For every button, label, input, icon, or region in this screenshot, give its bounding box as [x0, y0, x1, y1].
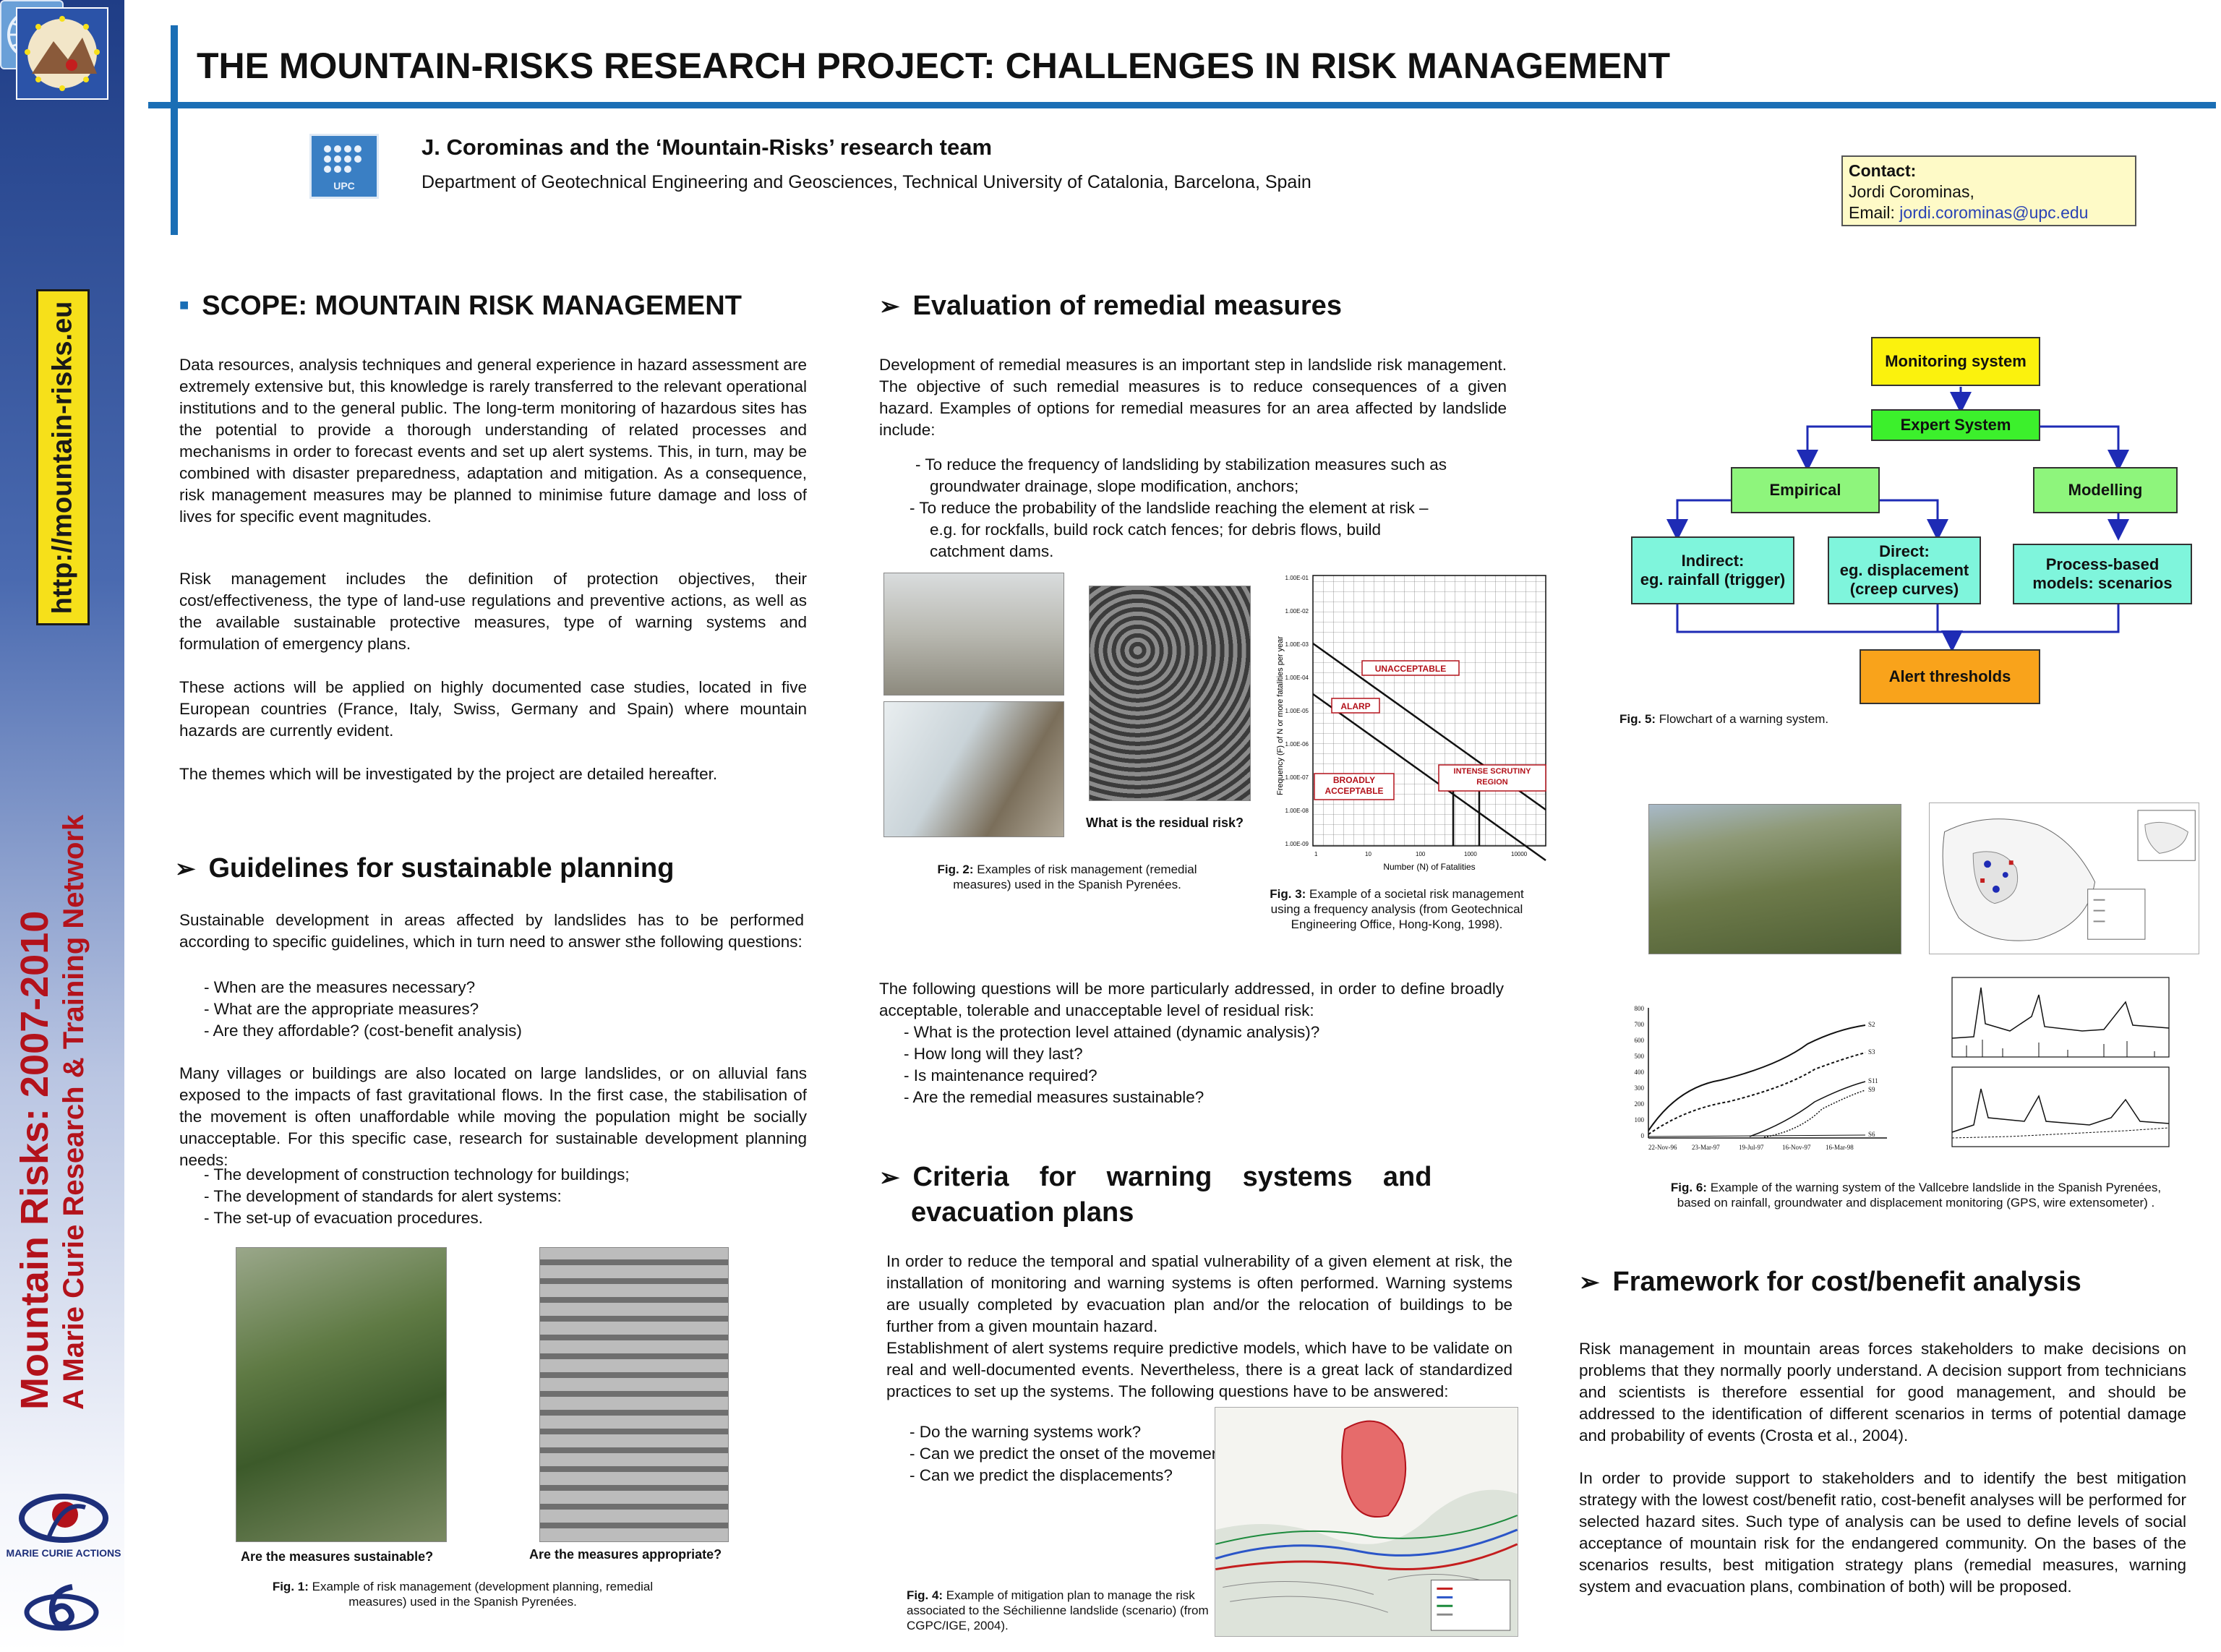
project-url[interactable]: http://mountain-risks.eu [47, 301, 78, 614]
list-item: - What is the protection level attained (dynamic analysis)? [904, 1023, 1320, 1041]
header-vertical-bar [171, 25, 178, 235]
svg-text:10000: 10000 [1511, 851, 1528, 857]
guidelines-paragraph-2: Many villages or buildings are also located on large landslides, or on alluvial fans exposed to the impacts of fast gravitational flows. In the first case, the stabilisation of the movement is often unaffordable while moving the population might be socially unacceptable. For this specific case, research for sustainable development planning needs: [179, 1064, 807, 1169]
svg-text:1.00E-04: 1.00E-04 [1285, 675, 1309, 681]
svg-text:1.00E-09: 1.00E-09 [1285, 841, 1309, 847]
fn-ylabel: Frequency (F) of N or more fatalities per year [1276, 635, 1285, 796]
svg-text:19-Jul-97: 19-Jul-97 [1739, 1144, 1764, 1151]
flow-direct [1828, 536, 1981, 604]
criteria-heading-line2: evacuation plans [911, 1197, 1134, 1228]
list-item: - Do the warning systems work? [910, 1423, 1142, 1441]
affiliation: Department of Geotechnical Engineering and Geosciences, Technical University of Catalonia, Barcelona, Spain [421, 172, 1311, 192]
fig2-text: Examples of risk management (remedial measures) used in the Spanish Pyrenées. [953, 863, 1197, 891]
network-name: A Marie Curie Research & Training Network [58, 814, 90, 1410]
sidebar-title [13, 815, 91, 1410]
list-item: - The set-up of evacuation procedures. [204, 1209, 484, 1227]
svg-text:UPC: UPC [333, 180, 355, 192]
contact-email-link[interactable]: jordi.corominas@upc.edu [1899, 203, 2089, 222]
scope-heading-text: SCOPE: MOUNTAIN RISK MANAGEMENT [202, 291, 742, 321]
list-item: - How long will they last? [904, 1045, 1083, 1063]
svg-text:10: 10 [1365, 851, 1371, 857]
flow-monitoring-system: Monitoring system [1871, 337, 2040, 386]
svg-text:100: 100 [1416, 851, 1426, 857]
list-item: - Can we predict the displacements? [910, 1466, 1173, 1484]
fn-unacceptable-label: UNACCEPTABLE [1374, 664, 1447, 674]
fn-risk-chart [1272, 571, 1554, 875]
fig2-caption [908, 862, 1226, 892]
svg-text:22-Nov-96: 22-Nov-96 [1648, 1144, 1677, 1151]
svg-text:1.00E-07: 1.00E-07 [1285, 774, 1309, 781]
fig6-number: Fig. 6: [1670, 1181, 1707, 1194]
svg-text:100: 100 [1634, 1116, 1644, 1124]
remedial-heading-text: Evaluation of remedial measures [912, 291, 1342, 321]
fig4-caption [907, 1588, 1215, 1633]
arrow-bullet-icon: ➢ [879, 1164, 900, 1191]
criteria-heading [879, 1160, 1432, 1230]
contact-box [1841, 155, 2136, 226]
list-item: groundwater drainage, slope modification, anchors; [930, 477, 1299, 495]
svg-text:1000: 1000 [1464, 851, 1477, 857]
fig3-text: Example of a societal risk management using a frequency analysis (from Geotechnical Engineering Office, Hong-Kong, 1998). [1270, 887, 1524, 931]
svg-text:23-Mar-97: 23-Mar-97 [1692, 1144, 1720, 1151]
authors: J. Corominas and the ‘Mountain-Risks’ research team [421, 134, 993, 160]
flow-direct-line1: Direct: [1879, 542, 1930, 560]
fig2-number: Fig. 2: [937, 863, 974, 876]
list-item: catchment dams. [930, 542, 1054, 560]
flow-process-line1: Process-based [2045, 555, 2160, 573]
flow-indirect-line1: Indirect: [1681, 552, 1745, 570]
svg-text:1.00E-01: 1.00E-01 [1285, 575, 1309, 581]
fig4-text: Example of mitigation plan to manage the risk associated to the Séchilienne landslide (scenario) (from CGPC/IGE, 2004). [907, 1588, 1209, 1632]
photo-mountain-village [236, 1247, 447, 1542]
vallcebre-location-map [1929, 803, 2199, 954]
guidelines-paragraph-1: Sustainable development in areas affected by landslides has to be performed according to specific guidelines, which in turn need to answer sthe following questions: [179, 911, 804, 951]
photo-building-facade [539, 1247, 729, 1542]
list-item: - Are they affordable? (cost-benefit analysis) [204, 1022, 522, 1040]
flow-process-line2: models: scenarios [2032, 574, 2173, 592]
flow-modelling: Modelling [2033, 467, 2178, 513]
svg-text:S2: S2 [1868, 1021, 1875, 1028]
mountain-risks-logo [16, 7, 108, 100]
svg-text:200: 200 [1634, 1100, 1644, 1108]
criteria-heading-line1: Criteria for warning systems and [912, 1162, 1432, 1192]
flow-direct-line2: eg. displacement [1839, 561, 1969, 579]
criteria-questions [910, 1421, 1234, 1486]
list-item: - What are the appropriate measures? [204, 1000, 479, 1018]
marie-curie-label: MARIE CURIE ACTIONS [6, 1547, 121, 1559]
fig4-number: Fig. 4: [907, 1588, 943, 1602]
flow-indirect [1631, 536, 1794, 604]
flow-direct-line3: (creep curves) [1849, 580, 1959, 598]
list-item: - To reduce the frequency of landsliding by stabilization measures such as [915, 455, 1447, 474]
square-bullet-icon: ■ [179, 296, 189, 314]
remedial-paragraph-1: Development of remedial measures is an important step in landslide risk management. The objective of such remedial measures is to reduce consequences of a given hazard. Examples of options for remedial measures for an area affected by landslide include: [879, 356, 1507, 439]
svg-text:1.00E-03: 1.00E-03 [1285, 641, 1309, 648]
costbenefit-paragraph-2: In order to provide support to stakeholders and to identify the best mitigation strategy with the lowest cost/benefit ratio, cost-benefit analyses will be performed for selected hazard sites. Such type of analysis can be used to define levels of social acceptance of mountain risk for the endangered community. On the bases of the scenarios results, best mitigation strategy plans (remedial measures, warning system and evacuation plans, combination of both) will be proposed. [1579, 1469, 2186, 1596]
arrow-bullet-icon: ➢ [1579, 1269, 1600, 1296]
upc-logo [309, 134, 379, 199]
residual-risk-label: What is the residual risk? [1086, 816, 1244, 830]
scope-heading [179, 291, 742, 322]
scope-paragraph-1: Data resources, analysis techniques and general experience in hazard assessment are extremely extensive but, this knowledge is rarely transferred to the relevant operational institutions and to the general public. The long-term monitoring of hazardous sites has the potential to provide a thorough understanding of related processes and mechanisms in order to forecast events and set up alert systems. This, in turn, may be combined with disaster preparedness, adaptation and mitigation. As a consequence, risk management measures may be planned to minimise future damage and loss of lives for specific event magnitudes. [179, 356, 807, 526]
fig5-caption [1619, 711, 2053, 727]
svg-text:1.00E-06: 1.00E-06 [1285, 741, 1309, 748]
photo-vallcebre-landslide [1648, 804, 1901, 954]
sechilienne-map [1215, 1407, 1518, 1637]
list-item: - To reduce the probability of the landslide reaching the element at risk – [910, 499, 1429, 517]
costbenefit-heading-text: Framework for cost/benefit analysis [1612, 1267, 2081, 1297]
flow-empirical: Empirical [1731, 467, 1880, 513]
remedial-questions [904, 1022, 1319, 1108]
fn-alarp-label: ALARP [1340, 701, 1371, 711]
contact-name: Jordi Corominas, [1849, 182, 1974, 201]
remedial-heading [879, 291, 1342, 322]
fig1-number: Fig. 1: [272, 1580, 309, 1593]
guidelines-heading [175, 853, 674, 884]
guidelines-needs [204, 1164, 630, 1229]
svg-text:300: 300 [1634, 1084, 1644, 1092]
svg-text:600: 600 [1634, 1037, 1644, 1044]
photo-rockfall-net [1089, 586, 1251, 801]
guidelines-questions [204, 977, 522, 1042]
list-item: - The development of standards for alert systems: [204, 1187, 562, 1205]
fig3-number: Fig. 3: [1270, 887, 1306, 901]
svg-text:0: 0 [1640, 1132, 1644, 1139]
fig5-text: Flowchart of a warning system. [1659, 712, 1829, 726]
costbenefit-paragraph-1: Risk management in mountain areas forces stakeholders to make decisions on problems that they normally poorly understand. A decision support from technicians and scientists is therefore essential for good management, and should be addressed to the identification of different scenarios in terms of potential damage and probability of events (Crosta et al., 2004). [1579, 1340, 2186, 1445]
flow-alert-thresholds: Alert thresholds [1860, 649, 2040, 704]
arrow-bullet-icon: ➢ [879, 293, 900, 320]
fn-intense-label: INTENSE SCRUTINY REGION [1453, 767, 1531, 787]
fn-xlabel: Number (N) of Fatalities [1383, 862, 1476, 872]
fig1-text: Example of risk management (development planning, remedial measures) used in the Spanish Pyrenées. [312, 1580, 654, 1609]
svg-text:400: 400 [1634, 1069, 1644, 1076]
list-item: - Are the remedial measures sustainable? [904, 1088, 1204, 1106]
rainfall-groundwater-chart [1923, 973, 2205, 1154]
photo1-label: Are the measures sustainable? [241, 1549, 434, 1564]
scope-paragraph-4: The themes which will be investigated by the project are detailed hereafter. [179, 765, 718, 783]
flow-process-based [2013, 544, 2192, 604]
scope-paragraph-2: Risk management includes the definition of protection objectives, their cost/effectiveness, the type of land-use regulations and preventive actions, as well as the available sustainable protective measures, type of warning systems and formulation of emergency plans. [179, 570, 807, 653]
remedial-paragraph-2: The following questions will be more particularly addressed, in order to define broadly acceptable, tolerable and unacceptable level of residual risk: [879, 980, 1504, 1019]
guidelines-heading-text: Guidelines for sustainable planning [208, 853, 675, 883]
fig1-caption [253, 1579, 672, 1609]
svg-text:16-Mar-98: 16-Mar-98 [1826, 1144, 1854, 1151]
fp6-logo [22, 1572, 101, 1638]
sidebar [0, 0, 124, 1652]
photo2-label: Are the measures appropriate? [529, 1547, 722, 1562]
svg-text:1.00E-02: 1.00E-02 [1285, 608, 1309, 615]
fig5-number: Fig. 5: [1619, 712, 1656, 726]
svg-text:800: 800 [1634, 1005, 1644, 1012]
svg-text:1: 1 [1314, 851, 1318, 857]
arrow-bullet-icon: ➢ [175, 855, 196, 883]
remedial-options [910, 454, 1447, 562]
photo-retaining-wall [883, 573, 1064, 696]
list-item: - Can we predict the onset of the movement? [910, 1445, 1234, 1463]
poster-title: THE MOUNTAIN-RISKS RESEARCH PROJECT: CHALLENGES IN RISK MANAGEMENT [197, 46, 1671, 86]
flow-expert-system: Expert System [1871, 409, 2040, 441]
criteria-paragraph-1: In order to reduce the temporal and spatial vulnerability of a given element at risk, the installation of monitoring and warning systems is often performed. Warning systems are usually completed by evacuation plan and/or the relocation of buildings to be further from a given mountain hazard. [886, 1252, 1512, 1335]
svg-text:1.00E-08: 1.00E-08 [1285, 808, 1309, 814]
photo-road-wall [883, 701, 1064, 837]
email-label: Email: [1849, 203, 1895, 222]
svg-text:16-Nov-97: 16-Nov-97 [1782, 1144, 1811, 1151]
list-item: - The development of construction technology for buildings; [204, 1165, 630, 1184]
costbenefit-heading [1579, 1267, 2081, 1298]
fig3-caption [1267, 886, 1527, 932]
svg-text:700: 700 [1634, 1021, 1644, 1028]
flow-indirect-line2: eg. rainfall (trigger) [1640, 570, 1786, 589]
contact-title: Contact: [1849, 161, 1917, 180]
fig6-text-line1: Example of the warning system of the Vallcebre landslide in the Spanish Pyrenées, [1710, 1181, 2162, 1194]
wire-displacement-chart [1619, 1001, 1894, 1157]
svg-text:S6: S6 [1868, 1131, 1875, 1138]
project-years: Mountain Risks: 2007-2010 [13, 910, 56, 1410]
svg-text:500: 500 [1634, 1053, 1644, 1060]
scope-paragraph-3: These actions will be applied on highly documented case studies, located in five European countries (France, Italy, Swiss, Germany and Spain) where mountain hazards are currently evident. [179, 678, 807, 740]
fig6-caption [1619, 1180, 2212, 1210]
list-item: - Is maintenance required? [904, 1066, 1097, 1084]
fig6-text-line2: based on rainfall, groundwater and displacement monitoring (GPS, wire extensometer) . [1677, 1196, 2155, 1210]
criteria-paragraph-2: Establishment of alert systems require predictive models, which have to be validate on real and well-documented events. Nevertheless, there is a great lack of standardized practices to set up the systems. The following questions have to be answered: [886, 1339, 1512, 1400]
svg-text:S9: S9 [1868, 1086, 1875, 1093]
svg-text:S3: S3 [1868, 1048, 1875, 1056]
fn-broadly-label: BROADLY ACCEPTABLE [1325, 775, 1384, 796]
url-banner[interactable] [36, 289, 90, 625]
header-horizontal-bar [148, 102, 2216, 108]
list-item: e.g. for rockfalls, build rock catch fences; for debris flows, build [930, 521, 1382, 539]
list-item: - When are the measures necessary? [204, 978, 476, 996]
svg-text:S11: S11 [1868, 1077, 1878, 1084]
svg-text:1.00E-05: 1.00E-05 [1285, 708, 1309, 714]
